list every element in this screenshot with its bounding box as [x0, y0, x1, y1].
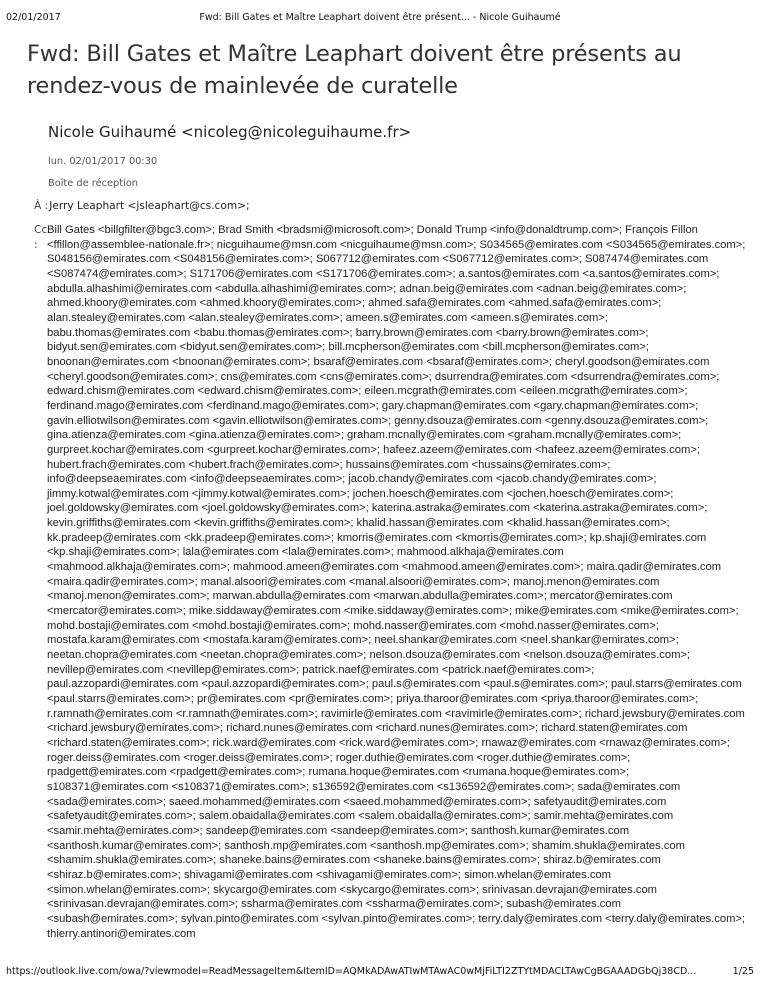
message-sender[interactable]: Nicole Guihaumé <nicoleg@nicoleguihaume.fr>	[48, 123, 412, 141]
print-title: Fwd: Bill Gates et Maître Leaphart doivent être présent... - Nicole Guihaumé	[199, 12, 561, 23]
message-subject: Fwd: Bill Gates et Maître Leaphart doivent être présents au rendez-vous de mainlevée de curatelle	[27, 41, 682, 99]
cc-label: Cc :	[34, 224, 48, 251]
message-date: lun. 02/01/2017 00:30	[48, 156, 158, 167]
to-recipients-row	[34, 200, 250, 212]
print-date: 02/01/2017	[6, 12, 61, 23]
cc-recipients-list[interactable]: Bill Gates <billgfilter@bgc3.com>; Brad Smith <bradsmi@microsoft.com>; Donald Trump <info@donaldtrump.com>; François Fillon <ffillon@assemblee-nationale.fr>; nicguihaume@msn.com <nicguihaume@msn.com>; S034565@emirates.com <S034565@emirates.com>; S048156@emirates.com <S048156@emirates.com>; S067712@emirates.com <S067712@emirates.com>; S087474@emirates.com <S087474@emirates.com>; S171706@emirates.com <S171706@emirates.com>; a.santos@emirates.com <a.santos@emirates.com>; abdulla.alhashimi@emirates.com <abdulla.alhashimi@emirates.com>; adnan.beig@emirates.com <adnan.beig@emirates.com>; ahmed.khoory@emirates.com <ahmed.khoory@emirates.com>; ahmed.safa@emirates.com <ahmed.safa@emirates.com>; alan.stealey@emirates.com <alan.stealey@emirates.com>; ameen.s@emirates.com <ameen.s@emirates.com>; babu.thomas@emirates.com <babu.thomas@emirates.com>; barry.brown@emirates.com <barry.brown@emirates.com>; bidyut.sen@emirates.com <bidyut.sen@emirates.com>; bill.mcpherson@emirates.com <bill.mcpherson@emirates.com>; bnoonan@emirates.com <bnoonan@emirates.com>; bsaraf@emirates.com <bsaraf@emirates.com>; cheryl.goodson@emirates.com <cheryl.goodson@emirates.com>; cns@emirates.com <cns@emirates.com>; dsurrendra@emirates.com <dsurrendra@emirates.com>; edward.chism@emirates.com <edward.chism@emirates.com>; eileen.mcgrath@emirates.com <eileen.mcgrath@emirates.com>; ferdinand.mago@emirates.com <ferdinand.mago@emirates.com>; gary.chapman@emirates.com <gary.chapman@emirates.com>; gavin.elliotwilson@emirates.com <gavin.elliotwilson@emirates.com>; genny.dsouza@emirates.com <genny.dsouza@emirates.com>; gina.atienza@emirates.com <gina.atienza@emirates.com>; graham.mcnally@emirates.com <graham.mcnally@emirates.com>; gurpreet.kochar@emirates.com <gurpreet.kochar@emirates.com>; hafeez.azeem@emirates.com <hafeez.azeem@emirates.com>; hubert.frach@emirates.com <hubert.frach@emirates.com>; hussains@emirates.com <hussains@emirates.com>; info@deepseaemirates.com <info@deepseaemirates.com>; jacob.chandy@emirates.com <jacob.chandy@emirates.com>; jimmy.kotwal@emirates.com <jimmy.kotwal@emirates.com>; jochen.hoesch@emirates.com <jochen.hoesch@emirates.com>; joel.goldowsky@emirates.com <joel.goldowsky@emirates.com>; katerina.astraka@emirates.com <katerina.astraka@emirates.com>; kevin.griffiths@emirates.com <kevin.griffiths@emirates.com>; khalid.hassan@emirates.com <khalid.hassan@emirates.com>; kk.pradeep@emirates.com <kk.pradeep@emirates.com>; kmorris@emirates.com <kmorris@emirates.com>; kp.shaji@emirates.com <kp.shaji@emirates.com>; lala@emirates.com <lala@emirates.com>; mahmood.alkhaja@emirates.com <mahmood.alkhaja@emirates.com>; mahmood.ameen@emirates.com <mahmood.ameen@emirates.com>; maira.qadir@emirates.com <maira.qadir@emirates.com>; manal.alsoori@emirates.com <manal.alsoori@emirates.com>; manoj.menon@emirates.com <manoj.menon@emirates.com>; marwan.abdulla@emirates.com <marwan.abdulla@emirates.com>; mercator@emirates.com <mercator@emirates.com>; mike.siddaway@emirates.com <mike.siddaway@emirates.com>; mike@emirates.com <mike@emirates.com>; mohd.bostaji@emirates.com <mohd.bostaji@emirates.com>; mohd.nasser@emirates.com <mohd.nasser@emirates.com>; mostafa.karam@emirates.com <mostafa.karam@emirates.com>; neel.shankar@emirates.com <neel.shankar@emirates.com>; neetan.chopra@emirates.com <neetan.chopra@emirates.com>; nelson.dsouza@emirates.com <nelson.dsouza@emirates.com>; nevillep@emirates.com <nevillep@emirates.com>; patrick.naef@emirates.com <patrick.naef@emirates.com>; paul.azzopardi@emirates.com <paul.azzopardi@emirates.com>; paul.s@emirates.com <paul.s@emirates.com>; paul.starrs@emirates.com <paul.starrs@emirates.com>; pr@emirates.com <pr@emirates.com>; priya.tharoor@emirates.com <priya.tharoor@emirates.com>; r.ramnath@emirates.com <r.ramnath@emirates.com>; ravimirle@emirates.com <ravimirle@emirates.com>; richard.jewsbury@emirates.com <richard.jewsbury@emirates.com>; richard.nunes@emirates.com <richard.nunes@emirates.com>; richard.staten@emirates.com <richard.staten@emirates.com>; rick.ward@emirates.com <rick.ward@emirates.com>; rnawaz@emirates.com <rnawaz@emirates.com>; roger.deiss@emirates.com <roger.deiss@emirates.com>; roger.duthie@emirates.com <roger.duthie@emirates.com>; rpadgett@emirates.com <rpadgett@emirates.com>; rumana.hoque@emirates.com <rumana.hoque@emirates.com>; s108371@emirates.com <s108371@emirates.com>; s136592@emirates.com <s136592@emirates.com>; sada@emirates.com <sada@emirates.com>; saeed.mohammed@emirates.com <saeed.mohammed@emirates.com>; safetyaudit@emirates.com <safetyaudit@emirates.com>; salem.obaidalla@emirates.com <salem.obaidalla@emirates.com>; samir.mehta@emirates.com <samir.mehta@emirates.com>; sandeep@emirates.com <sandeep@emirates.com>; santhosh.kumar@emirates.com <santhosh.kumar@emirates.com>; santhosh.mp@emirates.com <santhosh.mp@emirates.com>; shamim.shukla@emirates.com <shamim.shukla@emirates.com>; shaneke.bains@emirates.com <shaneke.bains@emirates.com>; shiraz.b@emirates.com <shiraz.b@emirates.com>; shivagami@emirates.com <shivagami@emirates.com>; simon.whelan@emirates.com <simon.whelan@emirates.com>; skycargo@emirates.com <skycargo@emirates.com>; srinivasan.devrajan@emirates.com <srinivasan.devrajan@emirates.com>; ssharma@emirates.com <ssharma@emirates.com>; subash@emirates.com <subash@emirates.com>; sylvan.pinto@emirates.com <sylvan.pinto@emirates.com>; terry.daly@emirates.com <terry.daly@emirates.com>; thierry.antinori@emirates.com	[47, 224, 746, 940]
message-folder: Boîte de réception	[48, 178, 139, 189]
to-recipient[interactable]: Jerry Leaphart <jsleaphart@cs.com>;	[49, 200, 250, 212]
page-number: 1/25	[732, 966, 754, 977]
print-url: https://outlook.live.com/owa/?viewmodel=ReadMessageItem&ItemID=AQMkADAwATIwMTAwAC0wMjFiLTI2ZTYtMDACLTAwCgBGAAADGbQj38CD...	[6, 966, 697, 977]
print-footer	[6, 966, 754, 980]
to-label: À :	[34, 200, 49, 212]
print-header	[6, 12, 754, 26]
